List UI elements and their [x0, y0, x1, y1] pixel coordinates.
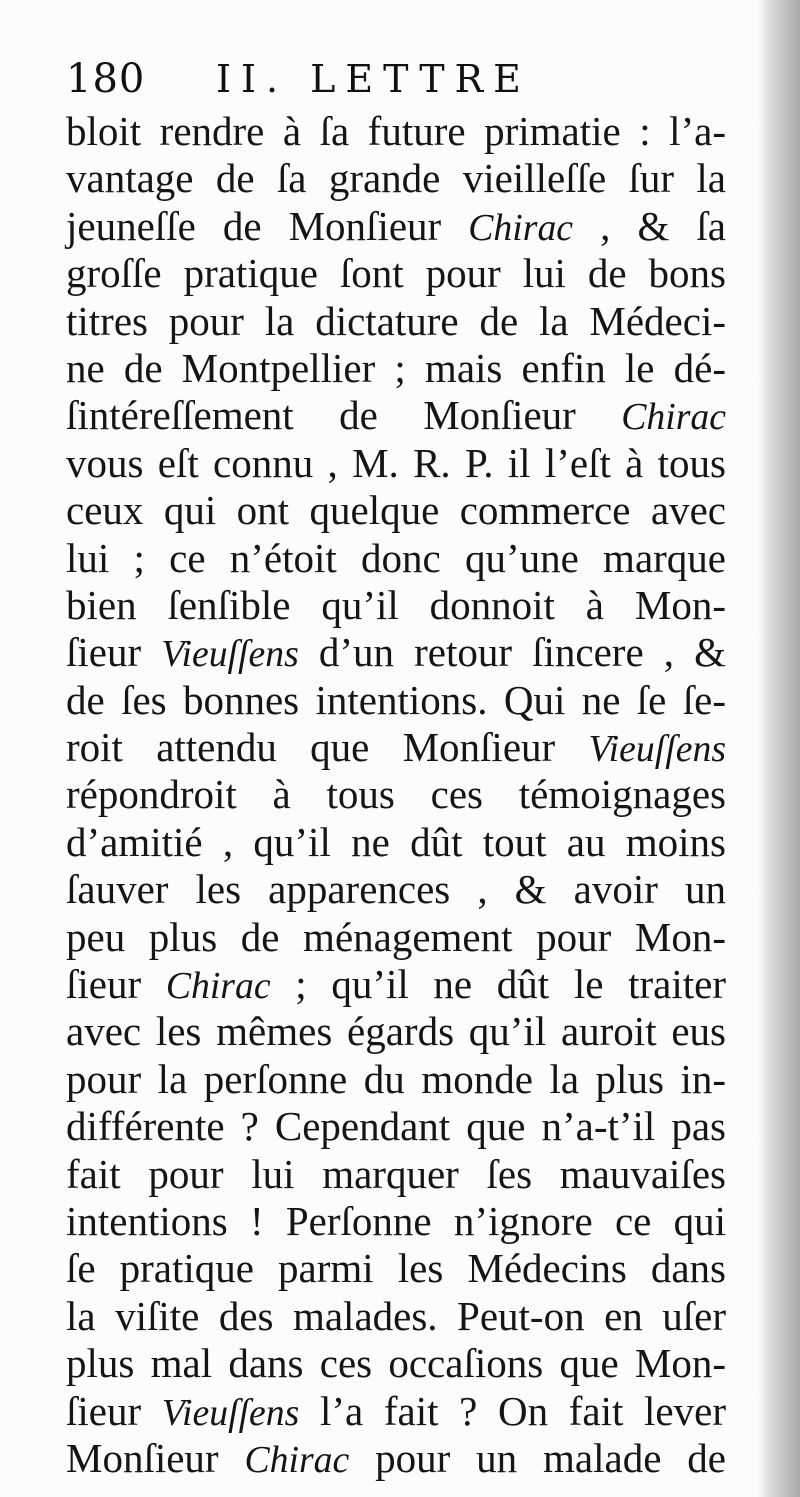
text-line: [66, 819, 726, 866]
text-line: [66, 345, 726, 392]
page-edge-shadow: [758, 0, 800, 1497]
text-segment: ſauver les apparences , & avoir un: [66, 866, 726, 913]
text-line: [66, 1056, 726, 1103]
text-segment: groſſe pratique ſont pour lui de bons: [66, 250, 726, 297]
text-segment: titres pour la dictature de la Médeci-: [66, 297, 726, 344]
text-line: [66, 108, 726, 155]
text-segment: peu plus de ménagement pour Mon-: [66, 913, 726, 960]
italic-name: Vieuſſens: [588, 728, 726, 771]
text-segment: la viſite des malades. Peut-on en uſer: [66, 1292, 726, 1339]
text-line: [66, 155, 726, 202]
text-segment: répondroit à tous ces témoignages: [66, 771, 726, 818]
text-segment: différente ? Cependant que n’a-t’il pas: [66, 1103, 726, 1150]
text-line: [66, 1435, 726, 1482]
text-line: [66, 771, 726, 818]
text-segment: ſieur: [66, 961, 166, 1008]
running-head: II. LETTRE: [216, 57, 531, 101]
text-segment: ſieur: [66, 1387, 162, 1434]
text-segment: ; qu’il ne dût le traiter: [270, 961, 726, 1008]
text-segment: intentions ! Perſonne n’ignore ce qui: [66, 1197, 726, 1244]
text-segment: d’amitié , qu’il ne dût tout au moins: [66, 818, 726, 865]
text-segment: ſintéreſſement de Monſieur: [66, 392, 622, 439]
text-segment: l’a fait ? On fait lever: [299, 1387, 726, 1434]
text-segment: jeuneſſe de Monſieur: [66, 202, 469, 249]
text-segment: d’un retour ſincere , &: [298, 629, 726, 676]
text-segment: ne de Montpellier ; mais enfin le dé-: [66, 344, 726, 391]
italic-name: Chirac: [165, 965, 271, 1008]
text-line: [66, 866, 726, 913]
text-line: [66, 914, 726, 961]
text-segment: ſe pratique parmi les Médecins dans: [66, 1245, 726, 1292]
text-line: [66, 1388, 726, 1435]
text-line: [66, 487, 726, 534]
text-line: [66, 1103, 726, 1150]
text-line: [66, 1198, 726, 1245]
text-line: [66, 392, 726, 439]
text-line: [66, 1340, 726, 1387]
text-segment: bien ſenſible qu’il donnoit à Mon-: [66, 581, 726, 628]
text-line: [66, 1293, 726, 1340]
italic-name: Chirac: [468, 206, 574, 249]
text-segment: plus mal dans ces occaſions que Mon-: [66, 1340, 726, 1387]
text-segment: pour la perſonne du monde la plus in-: [66, 1055, 726, 1102]
text-segment: ceux qui ont quelque commerce avec: [66, 487, 726, 534]
text-segment: ſieur: [66, 629, 162, 676]
body-text: [66, 108, 726, 1482]
text-segment: avec les mêmes égards qu’il auroit eus: [66, 1008, 726, 1055]
text-line: [66, 1151, 726, 1198]
text-segment: , & ſa: [573, 202, 726, 249]
text-line: [66, 298, 726, 345]
text-line: [66, 1245, 726, 1292]
text-line: [66, 440, 726, 487]
text-segment: lui ; ce n’étoit donc qu’une marque: [66, 534, 726, 581]
text-line: [66, 677, 726, 724]
page-header: [66, 50, 706, 108]
text-segment: de ſes bonnes intentions. Qui ne ſe ſe-: [66, 676, 726, 723]
text-line: [66, 961, 726, 1008]
text-segment: roit attendu que Monſieur: [66, 724, 589, 771]
page-number: 180: [66, 56, 146, 102]
text-line: [66, 250, 726, 297]
text-line: [66, 582, 726, 629]
text-segment: bloit rendre à ſa future primatie : l’a-: [66, 108, 726, 154]
text-segment: pour un malade de: [349, 1434, 726, 1481]
text-line: [66, 629, 726, 676]
italic-name: Chirac: [244, 1438, 350, 1481]
text-line: [66, 724, 726, 771]
text-segment: fait pour lui marquer ſes mauvaiſes: [66, 1150, 726, 1197]
text-segment: vantage de ſa grande vieilleſſe ſur la: [66, 155, 726, 202]
text-line: [66, 1008, 726, 1055]
text-line: [66, 535, 726, 582]
italic-name: Chirac: [621, 396, 726, 439]
italic-name: Vieuſſens: [161, 633, 299, 676]
text-segment: vous eſt connu , M. R. P. il l’eſt à tous: [66, 439, 726, 486]
text-segment: Monſieur: [66, 1434, 245, 1481]
text-line: [66, 203, 726, 250]
italic-name: Vieuſſens: [161, 1391, 300, 1434]
